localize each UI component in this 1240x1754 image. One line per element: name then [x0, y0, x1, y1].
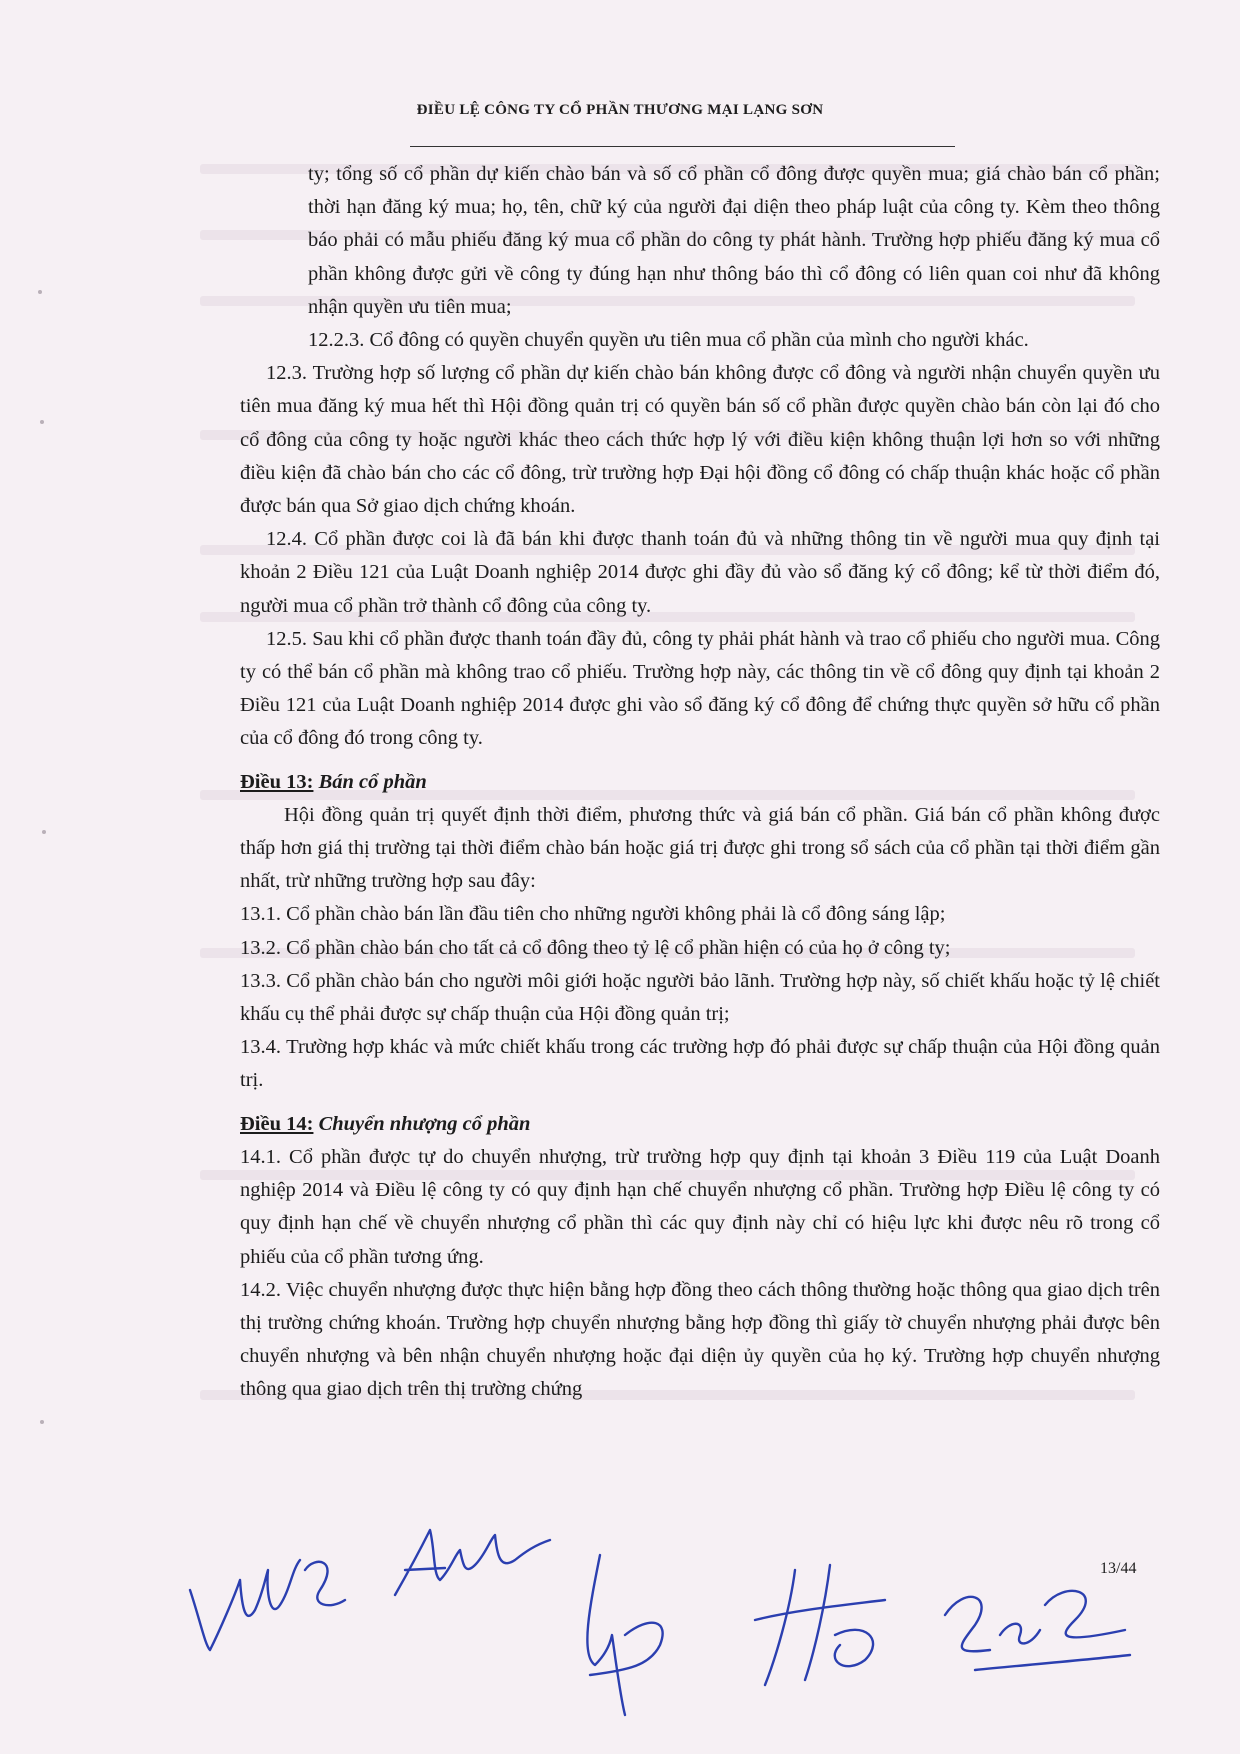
signature-3	[570, 1545, 710, 1720]
article-14-title: Chuyển nhượng cổ phần	[318, 1112, 531, 1135]
margin-speck	[40, 420, 44, 424]
clause-13-1: 13.1. Cổ phần chào bán lần đầu tiên cho những người không phải là cổ đông sáng lập;	[240, 903, 946, 926]
clause-12-5: 12.5. Sau khi cổ phần được thanh toán đầy đủ, công ty phải phát hành và trao cổ phiếu cho người mua. Công ty có thể bán cổ phần mà không trao cổ phiếu. Trường hợp này, các thông tin về cổ đông quy định tại khoản 2 Điều 121 của Luật Doanh nghiệp 2014 được ghi vào sổ đăng ký cổ đông để chứng thực quyền sở hữu cổ phần của cổ đông đó trong công ty.	[240, 627, 1160, 750]
paragraph-continuation: ty; tổng số cổ phần dự kiến chào bán và số cổ phần cổ đông được quyền mua; giá chào bán cổ phần; thời hạn đăng ký mua; họ, tên, chữ ký của người đại diện theo pháp luật của công ty. Kèm theo thông báo phải có mẫu phiếu đăng ký mua cổ phần do công ty phát hành. Trường hợp phiếu đăng ký mua cổ phần không được gửi về công ty đúng hạn như thông báo thì cổ đông có liên quan coi như đã không nhận quyền ưu tiên mua;	[308, 163, 1160, 318]
clause-12-2-3: 12.2.3. Cổ đông có quyền chuyển quyền ưu tiên mua cổ phần của mình cho người khác.	[308, 329, 1029, 352]
clause-14-2: 14.2. Việc chuyển nhượng được thực hiện bằng hợp đồng theo cách thông thường hoặc thông qua giao dịch trên thị trường chứng khoán. Trường hợp chuyển nhượng bằng hợp đồng thì giấy tờ chuyển nhượng phải được bên chuyển nhượng và bên nhận chuyển nhượng hoặc đại diện ủy quyền của họ ký. Trường hợp chuyển nhượng thông qua giao dịch trên thị trường chứng	[240, 1278, 1160, 1401]
clause-13-3: 13.3. Cổ phần chào bán cho người môi giới hoặc người bảo lãnh. Trường hợp này, số chiết khấu hoặc tỷ lệ chiết khấu cụ thể phải được sự chấp thuận của Hội đồng quản trị;	[240, 969, 1160, 1026]
clause-12-3: 12.3. Trường hợp số lượng cổ phần dự kiến chào bán không được cổ đông và người nhận chuyển quyền ưu tiên mua đăng ký mua hết thì Hội đồng quản trị có quyền bán số cổ phần được quyền chào bán còn lại đó cho cổ đông của công ty hoặc người khác theo cách thức hợp lý với điều kiện không thuận lợi hơn so với những điều kiện đã chào bán cho các cổ đông, trừ trường hợp Đại hội đồng cổ đông có chấp thuận khác hoặc cổ phần được bán qua Sở giao dịch chứng khoán.	[240, 362, 1160, 518]
clause-14-1: 14.1. Cổ phần được tự do chuyển nhượng, trừ trường hợp quy định tại khoản 3 Điều 119 của Luật Doanh nghiệp 2014 và Điều lệ công ty có quy định hạn chế chuyển nhượng cổ phần. Trường hợp Điều lệ công ty có quy định hạn chế về chuyển nhượng cổ phần thì các quy định này chỉ có hiệu lực khi được nêu rõ trong cổ phiếu của cổ phần tương ứng.	[240, 1145, 1160, 1268]
signature-4	[735, 1560, 895, 1690]
page-number: 13/44	[1100, 1560, 1137, 1577]
clause-13-2: 13.2. Cổ phần chào bán cho tất cả cổ đông theo tỷ lệ cổ phần hiện có của họ ở công ty;	[240, 936, 951, 959]
clause-13-4: 13.4. Trường hợp khác và mức chiết khấu trong các trường hợp đó phải được sự chấp thuận của Hội đồng quản trị.	[240, 1036, 1160, 1092]
signature-5	[935, 1575, 1140, 1685]
article-13-number: Điều 13:	[240, 770, 314, 793]
header-rule	[410, 146, 955, 147]
article-14-number: Điều 14:	[240, 1112, 314, 1135]
article-13-heading	[240, 766, 1160, 799]
article-14-heading	[240, 1108, 1160, 1141]
margin-speck	[40, 1420, 44, 1424]
clause-12-4: 12.4. Cổ phần được coi là đã bán khi được thanh toán đủ và những thông tin về người mua quy định tại khoản 2 Điều 121 của Luật Doanh nghiệp 2014 được ghi đầy đủ vào sổ đăng ký cổ đông; kể từ thời điểm đó, người mua cổ phần trở thành cổ đông của công ty.	[240, 528, 1160, 617]
document-body	[240, 158, 1160, 1407]
margin-speck	[42, 830, 46, 834]
document-header: ĐIỀU LỆ CÔNG TY CỔ PHẦN THƯƠNG MẠI LẠNG SƠN	[416, 102, 824, 118]
margin-speck	[38, 290, 42, 294]
signature-2	[385, 1520, 555, 1610]
article-13-title: Bán cổ phần	[318, 770, 427, 793]
signature-1	[180, 1550, 350, 1670]
article-13-intro: Hội đồng quản trị quyết định thời điểm, phương thức và giá bán cổ phần. Giá bán cổ phần không được thấp hơn giá thị trường tại thời điểm chào bán hoặc giá trị được ghi trong sổ sách của cổ phần tại thời điểm gần nhất, trừ những trường hợp sau đây:	[240, 803, 1160, 893]
